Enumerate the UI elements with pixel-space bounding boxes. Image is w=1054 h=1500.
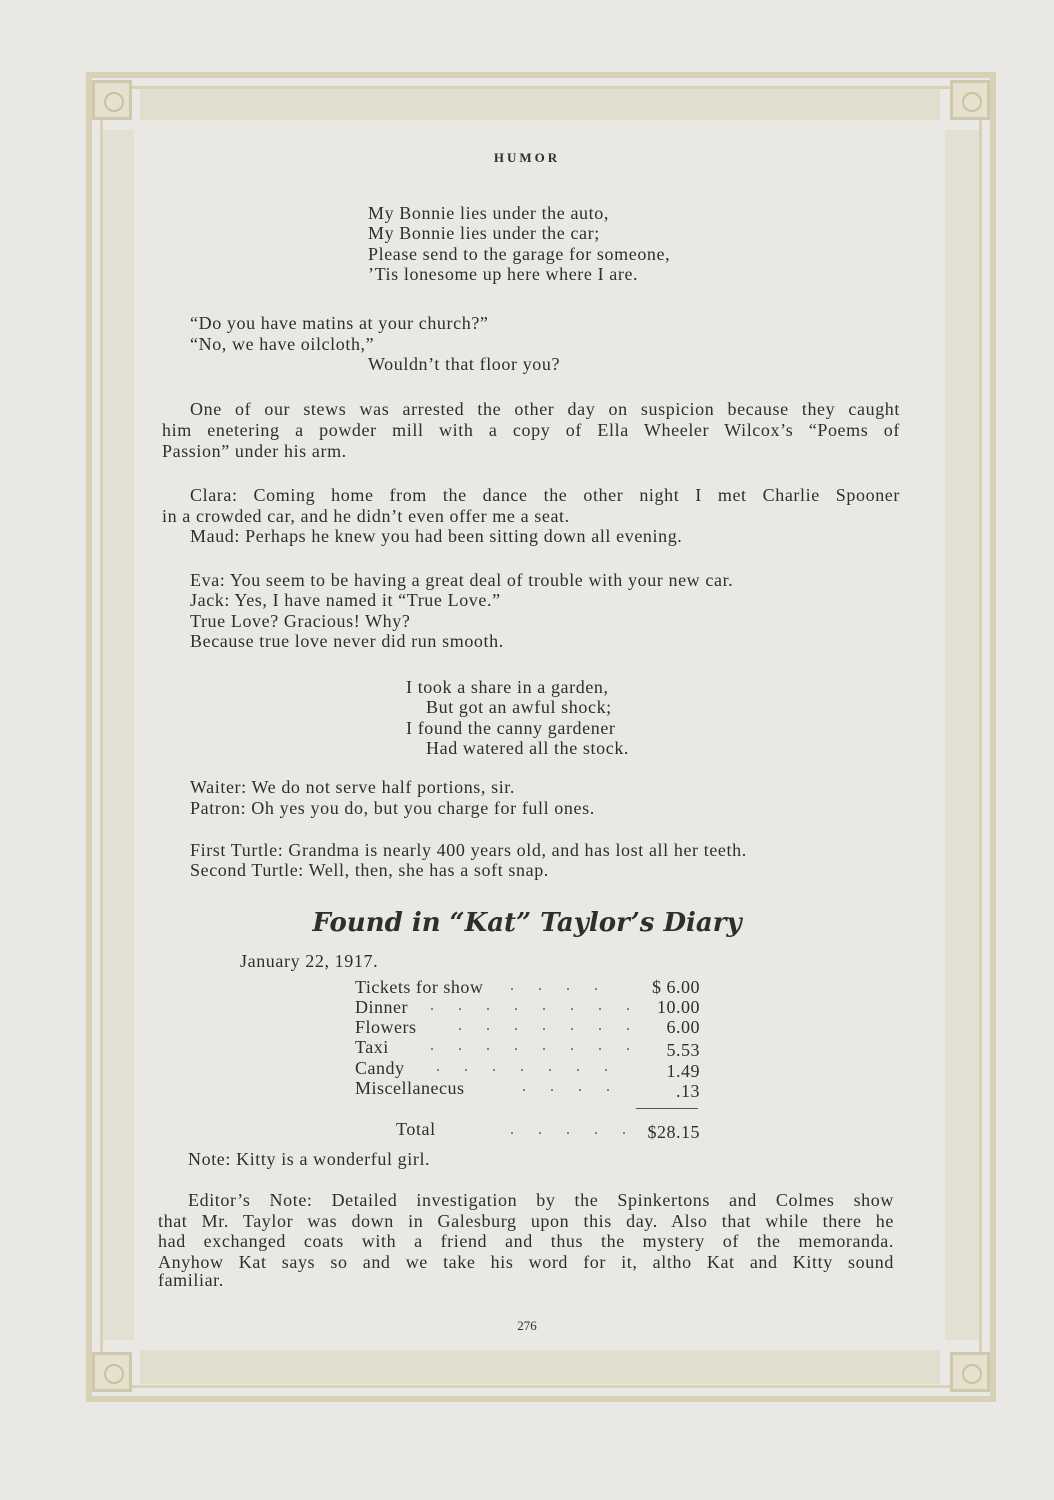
expense-label: Candy <box>355 1058 405 1078</box>
total-label: Total <box>396 1119 436 1139</box>
dialogue-line: First Turtle: Grandma is nearly 400 years old, and has lost all her teeth. <box>190 840 747 860</box>
expense-amount: 10.00 <box>657 997 700 1017</box>
editor-note-line: had exchanged coats with a friend and thus the mystery of the memoranda. <box>158 1231 894 1251</box>
editor-note-line: Anyhow Kat says so and we take his word for it, altho Kat and Kitty sound <box>158 1252 894 1272</box>
expense-label: Taxi <box>355 1037 389 1057</box>
corner-ornament-icon <box>950 80 990 120</box>
expense-label: Dinner <box>355 997 408 1017</box>
joke-line: “Do you have matins at your church?” <box>190 313 489 333</box>
leader-dots: . . . . <box>522 1078 620 1095</box>
dialogue-line: Eva: You seem to be having a great deal of trouble with your new car. <box>190 570 734 590</box>
leader-dots: . . . . . <box>510 1121 636 1138</box>
leader-dots: . . . . <box>510 977 608 994</box>
expense-label: Flowers <box>355 1017 417 1037</box>
page-number: 276 <box>517 1318 537 1333</box>
joke-line: “No, we have oilcloth,” <box>190 334 375 354</box>
corner-ornament-icon <box>950 1352 990 1392</box>
paragraph-line: One of our stews was arrested the other day on suspicion because they caught <box>190 399 900 419</box>
expense-label: Miscellanecus <box>355 1078 465 1098</box>
expense-amount: .13 <box>676 1081 700 1101</box>
expense-amount: 6.00 <box>666 1017 700 1037</box>
expense-amount: $ 6.00 <box>652 977 700 997</box>
running-head: HUMOR <box>493 150 561 165</box>
poem-line: I found the canny gardener <box>406 718 616 738</box>
poem-line: ’Tis lonesome up here where I are. <box>368 264 639 284</box>
border-ornament-top <box>140 86 940 120</box>
diary-note: Note: Kitty is a wonderful girl. <box>188 1149 431 1169</box>
poem-line: My Bonnie lies under the auto, <box>368 203 609 223</box>
dialogue-line: True Love? Gracious! Why? <box>190 611 411 631</box>
border-ornament-left <box>100 130 134 1340</box>
total-amount: $28.15 <box>647 1122 700 1142</box>
border-ornament-bottom <box>140 1350 940 1384</box>
dialogue-line: Waiter: We do not serve half portions, sir. <box>190 777 516 797</box>
joke-punchline: Wouldn’t that floor you? <box>368 354 561 374</box>
expense-amount: 1.49 <box>666 1061 700 1081</box>
editor-note-line: familiar. <box>158 1270 224 1290</box>
editor-note-line: Editor’s Note: Detailed investigation by the Spinkertons and Colmes show <box>188 1190 894 1210</box>
poem-line: I took a share in a garden, <box>406 677 609 697</box>
expense-amount: 5.53 <box>666 1040 700 1060</box>
dialogue-line: Jack: Yes, I have named it “True Love.” <box>190 590 501 610</box>
editor-note-line: that Mr. Taylor was down in Galesburg upon this day. Also that while there he <box>158 1211 894 1231</box>
dialogue-line: Second Turtle: Well, then, she has a soft snap. <box>190 860 549 880</box>
dialogue-line: Patron: Oh yes you do, but you charge for full ones. <box>190 798 595 818</box>
poem-line: Please send to the garage for someone, <box>368 244 671 264</box>
dialogue-line: in a crowded car, and he didn’t even offer me a seat. <box>162 506 570 526</box>
leader-dots: . . . . . . . . <box>430 997 640 1014</box>
dialogue-line: Clara: Coming home from the dance the other night I met Charlie Spooner <box>190 485 900 505</box>
poem-line: My Bonnie lies under the car; <box>368 223 600 243</box>
dialogue-line: Maud: Perhaps he knew you had been sitting down all evening. <box>190 526 683 546</box>
border-ornament-right <box>945 130 979 1340</box>
corner-ornament-icon <box>92 1352 132 1392</box>
dialogue-line: Because true love never did run smooth. <box>190 631 504 651</box>
total-rule <box>636 1108 698 1109</box>
leader-dots: . . . . . . . <box>458 1017 640 1034</box>
poem-line: But got an awful shock; <box>426 697 612 717</box>
leader-dots: . . . . . . . <box>436 1058 618 1075</box>
expense-label: Tickets for show <box>355 977 484 997</box>
paragraph-line: Passion” under his arm. <box>162 441 347 461</box>
paragraph-line: him enetering a powder mill with a copy of Ella Wheeler Wilcox’s “Poems of <box>162 420 900 440</box>
leader-dots: . . . . . . . . <box>430 1037 640 1054</box>
diary-date: January 22, 1917. <box>240 951 379 971</box>
corner-ornament-icon <box>92 80 132 120</box>
poem-line: Had watered all the stock. <box>426 738 630 758</box>
diary-title: Found in “Kat” Taylor’s Diary <box>312 908 742 938</box>
